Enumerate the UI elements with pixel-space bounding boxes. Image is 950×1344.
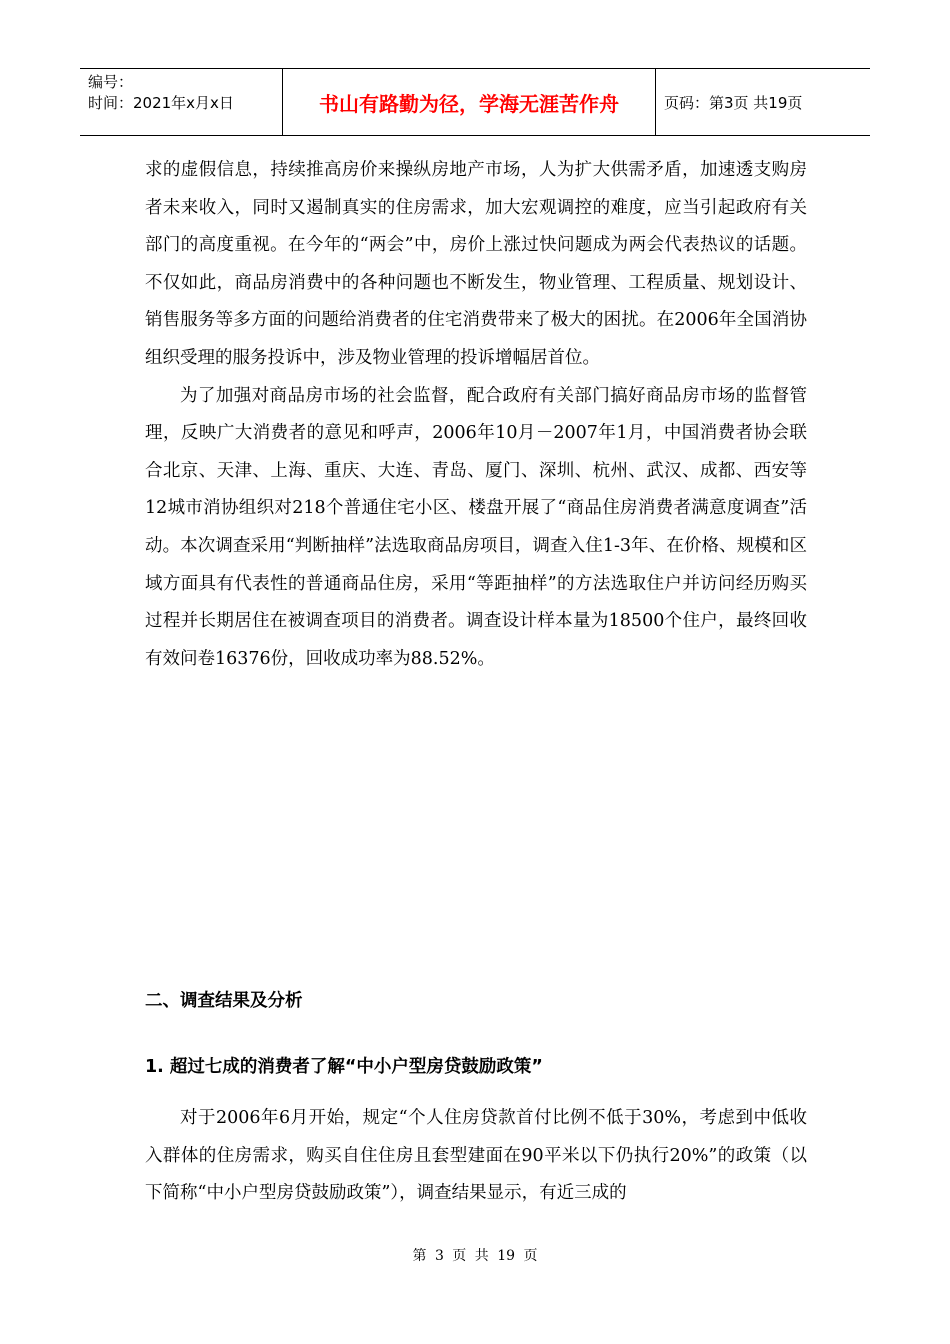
header-meta [80,69,282,135]
header-page-number: 页码：第3页 共19页 [664,93,803,112]
doc-time-label: 时间：2021年x月x日 [88,94,234,112]
paragraph-3: 对于2006年6月开始，规定“个人住房贷款首付比例不低于30%，考虑到中低收入群体的住房需求，购买自住住房且套型建面在90平米以下仍执行20%”的政策（以下简称“中小户型房贷鼓励政策”），调查结果显示，有近三成的 [145,1108,807,1204]
header-page-cell [656,69,870,135]
paragraph-1: 求的虚假信息，持续推高房价来操纵房地产市场，人为扩大供需矛盾，加速透支购房者未来收入，同时又遏制真实的住房需求，加大宏观调控的难度，应当引起政府有关部门的高度重视。在今年的“两会”中，房价上涨过快问题成为两会代表热议的话题。不仅如此，商品房消费中的各种问题也不断发生，物业管理、工程质量、规划设计、销售服务等多方面的问题给消费者的住宅消费带来了极大的困扰。在2006年全国消协组织受理的服务投诉中，涉及物业管理的投诉增幅居首位。 [145,160,807,368]
section-title: 二、调查结果及分析 [145,991,303,1011]
header-motto-cell [282,69,656,135]
page-header [80,68,870,136]
section-content [145,1100,807,1213]
page-footer: 第 3 页 共 19 页 [412,1248,538,1264]
doc-number-label: 编号： [88,73,134,91]
paragraph-2: 为了加强对商品房市场的社会监督，配合政府有关部门搞好商品房市场的监督管理，反映广大消费者的意见和呼声，2006年10月－2007年1月，中国消费者协会联合北京、天津、上海、重庆、大连、青岛、厦门、深圳、杭州、武汉、成都、西安等12城市消协组织对218个普通住宅小区、楼盘开展了“商品住房消费者满意度调查”活动。本次调查采用“判断抽样”法选取商品房项目，调查入住1-3年、在价格、规模和区域方面具有代表性的普通商品住房，采用“等距抽样”的方法选取住户并访问经历购买过程并长期居住在被调查项目的消费者。调查设计样本量为18500个住户，最终回收有效问卷16376份，回收成功率为88.52%。 [145,385,807,669]
subsection-title: 1. 超过七成的消费者了解“中小户型房贷鼓励政策” [145,1057,543,1077]
header-motto: 书山有路勤为径，学海无涯苦作舟 [319,91,619,116]
main-content [145,152,807,678]
